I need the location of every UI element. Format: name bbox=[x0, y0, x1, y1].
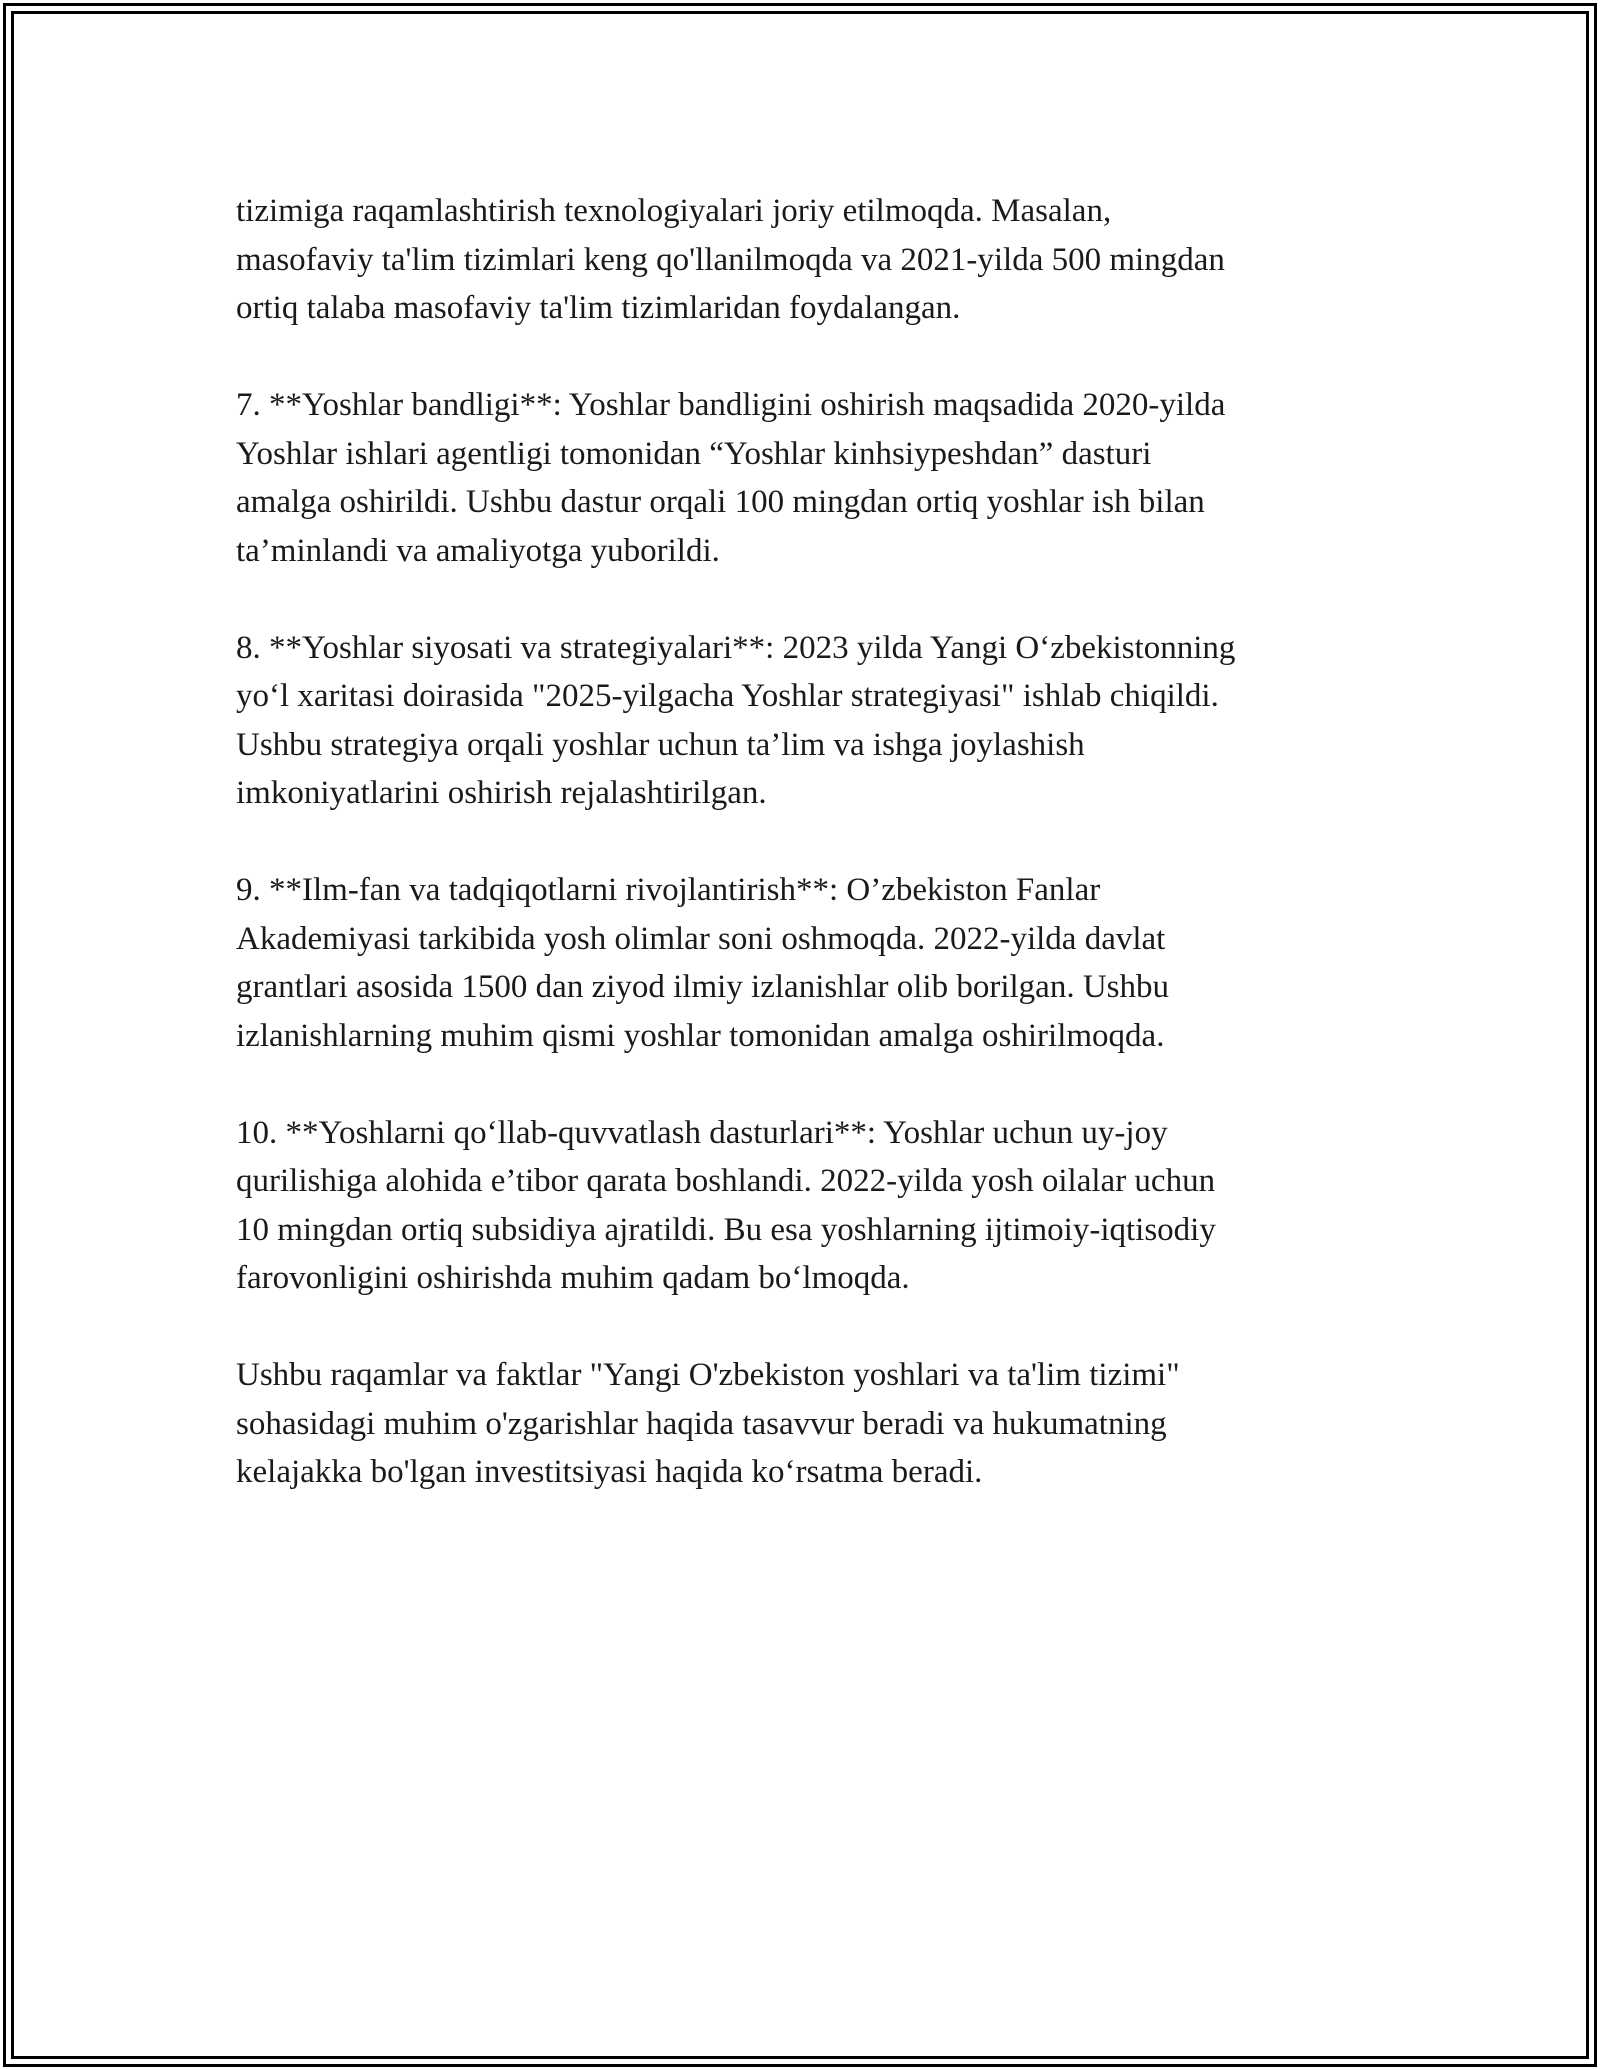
paragraph-item-9-science-research: 9. **Ilm-fan va tadqiqotlarni rivojlantirish**: O’zbekiston Fanlar Akademiyasi tarkibida yosh olimlar soni oshmoqda. 2022-yilda davlat grantlari asosida 1500 dan ziyod ilmiy izlanishlar olib borilgan. Ushbu izlanishlarning muhim qismi yoshlar tomonidan amalga oshirilmoqda. bbox=[236, 872, 1169, 1054]
paragraph-item-8-youth-policy: 8. **Yoshlar siyosati va strategiyalari**: 2023 yilda Yangi O‘zbekistonning yo‘l xaritasi doirasida "2025-yilgacha Yoshlar strategiyasi" ishlab chiqildi. Ushbu strategiya orqali yoshlar uchun ta’lim va ishga joylashish imkoniyatlarini oshirish rejalashtirilgan. bbox=[236, 629, 1236, 811]
document-body bbox=[236, 187, 1376, 1497]
paragraph-intro-continuation: tizimiga raqamlashtirish texnologiyalari joriy etilmoqda. Masalan, masofaviy ta'lim tizimlari keng qo'llanilmoqda va 2021-yilda 500 mingdan ortiq talaba masofaviy ta'lim tizimlaridan foydalangan. bbox=[236, 193, 1225, 326]
paragraph-item-7-youth-employment: 7. **Yoshlar bandligi**: Yoshlar bandligini oshirish maqsadida 2020-yilda Yoshlar ishlari agentligi tomonidan “Yoshlar kinhsiypeshdan” dasturi amalga oshirildi. Ushbu dastur orqali 100 mingdan ortiq yoshlar ish bilan ta’minlandi va amaliyotga yuborildi. bbox=[236, 387, 1226, 569]
paragraph-conclusion: Ushbu raqamlar va faktlar "Yangi O'zbekiston yoshlari va ta'lim tizimi" sohasidagi muhim o'zgarishlar haqida tasavvur beradi va hukumatning kelajakka bo'lgan investitsiyasi haqida ko‘rsatma beradi. bbox=[236, 1357, 1180, 1490]
paragraph-item-10-youth-support: 10. **Yoshlarni qo‘llab-quvvatlash dasturlari**: Yoshlar uchun uy-joy qurilishiga alohida e’tibor qarata boshlandi. 2022-yilda yosh oilalar uchun 10 mingdan ortiq subsidiya ajratildi. Bu esa yoshlarning ijtimoiy-iqtisodiy farovonligini oshirishda muhim qadam bo‘lmoqda. bbox=[236, 1114, 1216, 1296]
